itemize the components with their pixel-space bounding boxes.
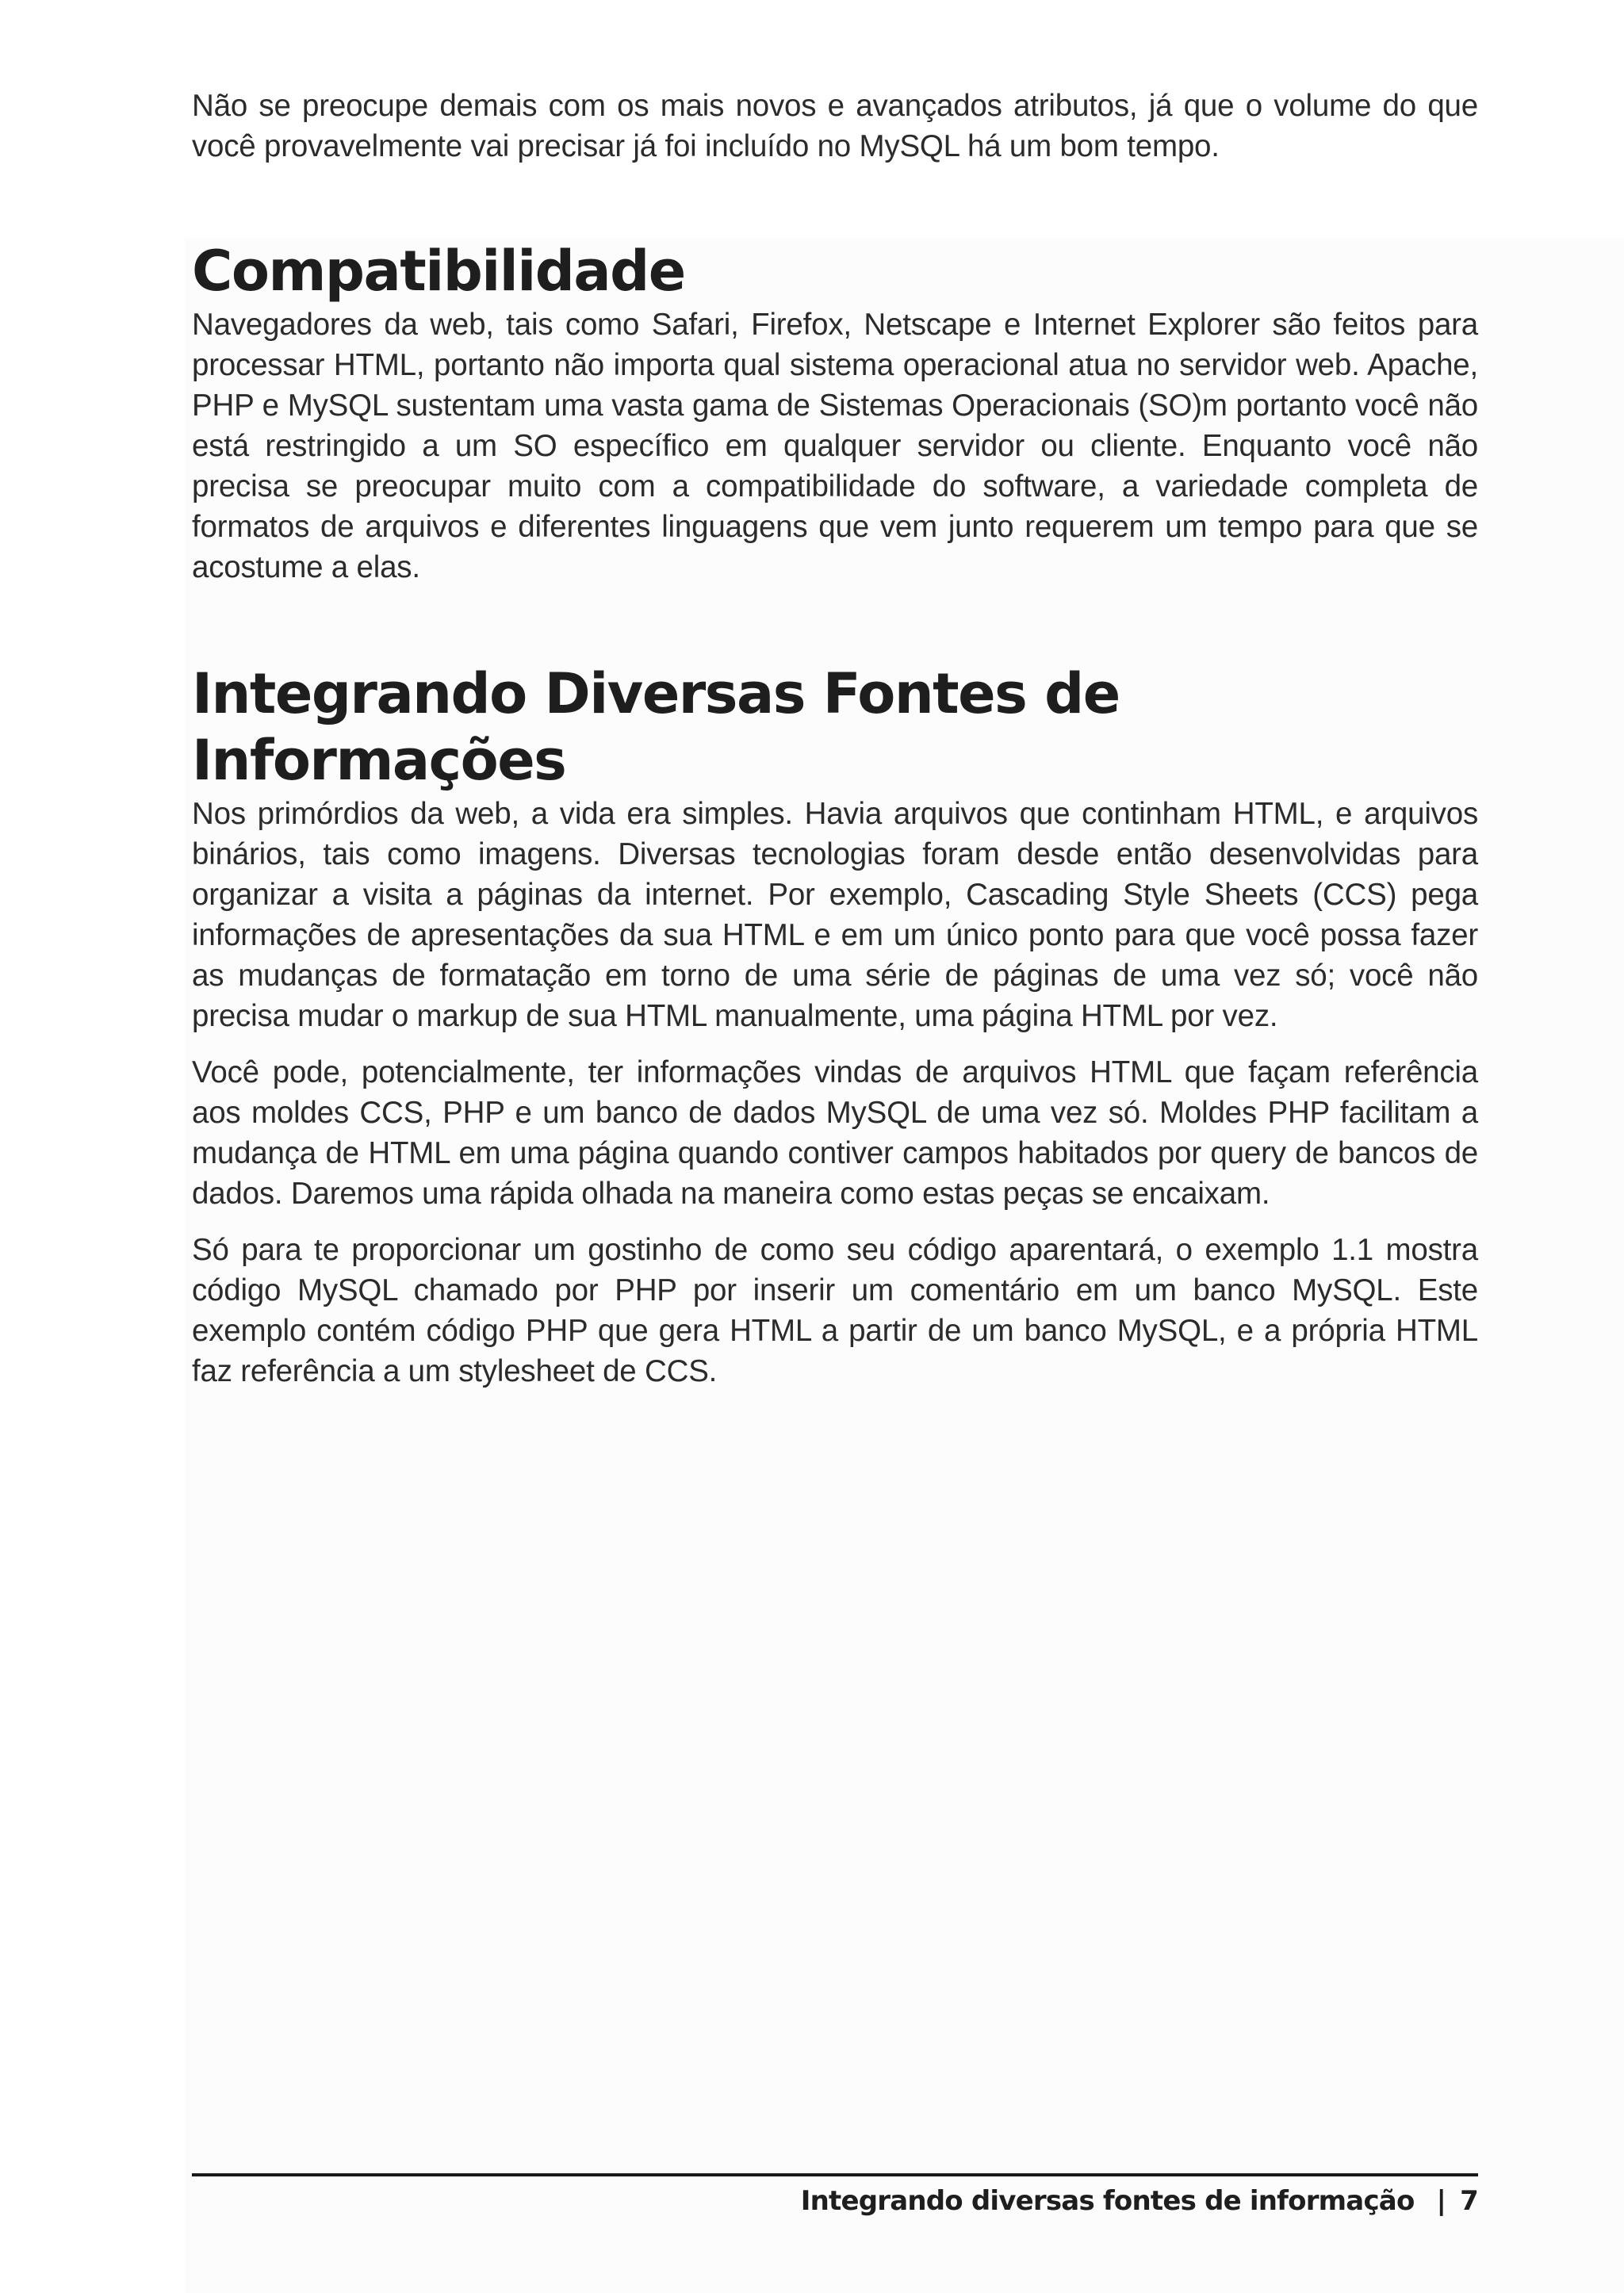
running-title: Integrando diversas fontes de informação <box>800 2185 1415 2217</box>
footer-rule <box>192 2173 1478 2176</box>
intro-paragraph: Não se preocupe demais com os mais novos e avançados atributos, já que o volume do que você provavelmente vai precisar já foi incluído no MySQL há um bom tempo. <box>192 89 1478 163</box>
page-number: 7 <box>1460 2185 1478 2217</box>
section-heading-compatibilidade: Compatibilidade <box>192 239 685 304</box>
integrando-paragraph-3: Só para te proporcionar um gostinho de como seu código aparentará, o exemplo 1.1 mostra código MySQL chamado por PHP por inserir um comentário em um banco MySQL. Este exemplo contém código PHP que gera HTML a partir de um banco MySQL, e a própria HTML faz referência a um stylesheet de CCS. <box>192 1233 1478 1388</box>
integrando-paragraph-2: Você pode, potencialmente, ter informações vindas de arquivos HTML que façam referência aos moldes CCS, PHP e um banco de dados MySQL de uma vez só. Moldes PHP facilitam a mudança de HTML em uma página quando contiver campos habitados por query de bancos de dados. Daremos uma rápida olhada na maneira como estas peças se encaixam. <box>192 1055 1478 1211</box>
footer-separator: | <box>1436 2185 1446 2217</box>
integrando-paragraph-1: Nos primórdios da web, a vida era simples. Havia arquivos que continham HTML, e arquivos binários, tais como imagens. Diversas tecnologias foram desde então desenvolvidas para organizar a visita a páginas da internet. Por exemplo, Cascading Style Sheets (CCS) pega informações de apresentações da sua HTML e em um único ponto para que você possa fazer as mudanças de formatação em torno de uma série de páginas de uma vez só; você não precisa mudar o markup de sua HTML manualmente, uma página HTML por vez. <box>192 797 1478 1033</box>
page-footer <box>801 2182 1478 2220</box>
page-content <box>192 86 1478 1391</box>
compatibilidade-paragraph: Navegadores da web, tais como Safari, Firefox, Netscape e Internet Explorer são feitos para processar HTML, portanto não importa qual sistema operacional atua no servidor web. Apache, PHP e MySQL sustentam uma vasta gama de Sistemas Operacionais (SO)m portanto você não está restringido a um SO específico em qualquer servidor ou cliente. Enquanto você não precisa se preocupar muito com a compatibilidade do software, a variedade completa de formatos de arquivos e diferentes linguagens que vem junto requerem um tempo para que se acostume a elas. <box>192 308 1478 584</box>
section-heading-integrando: Integrando Diversas Fontes de Informações <box>192 661 1120 793</box>
